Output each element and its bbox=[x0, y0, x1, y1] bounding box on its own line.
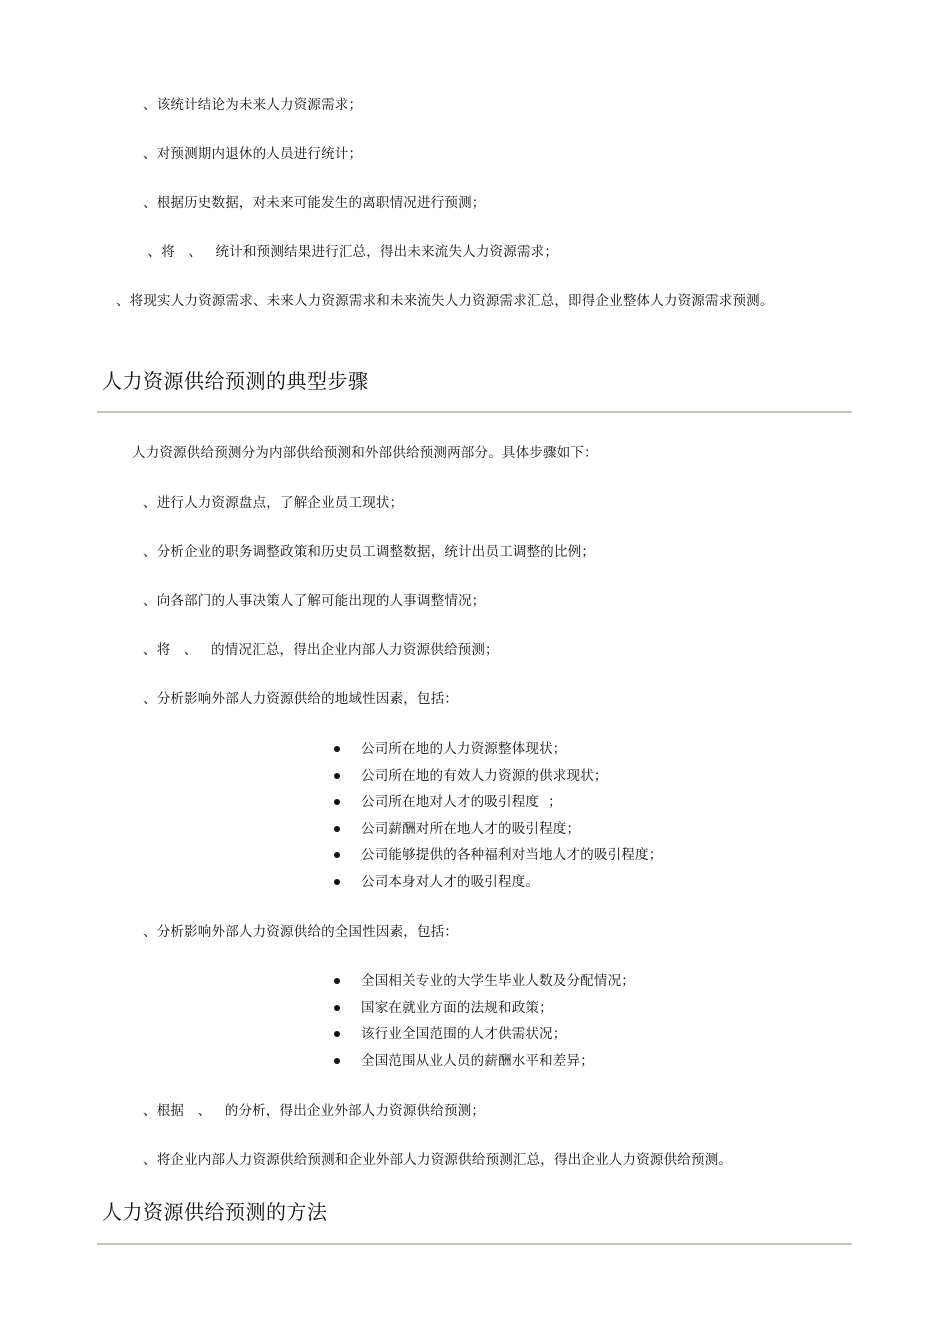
supply-step-1: 、进行人力资源盘点，了解企业员工现状； bbox=[143, 495, 404, 511]
demand-step-1: 、该统计结论为未来人力资源需求； bbox=[143, 97, 363, 113]
demand-step-2: 、对预测期内退休的人员进行统计； bbox=[143, 146, 363, 162]
list-item-text: 全国范围从业人员的薪酬水平和差异； bbox=[361, 1052, 594, 1069]
bullet-icon bbox=[334, 978, 340, 984]
supply-step-5: 、分析影响外部人力资源供给的地域性因素，包括： bbox=[143, 691, 459, 707]
demand-step-4: 、将 、 统计和预测结果进行汇总，得出未来流失人力资源需求； bbox=[143, 244, 559, 260]
list-item-text: 公司所在地的有效人力资源的供求现状； bbox=[361, 767, 608, 784]
bullet-icon bbox=[334, 1058, 340, 1064]
list-item bbox=[330, 736, 662, 763]
supply-step-7: 、根据 、 的分析，得出企业外部人力资源供给预测； bbox=[143, 1103, 486, 1119]
bullet-icon bbox=[334, 773, 340, 779]
list-item bbox=[330, 968, 635, 995]
list-item bbox=[330, 1048, 635, 1075]
section-divider bbox=[97, 1243, 852, 1245]
list-item bbox=[330, 816, 662, 843]
list-item bbox=[330, 869, 662, 896]
national-factors-list bbox=[330, 968, 635, 1074]
list-item-text: 公司本身对人才的吸引程度。 bbox=[361, 873, 540, 890]
supply-step-3: 、向各部门的人事决策人了解可能出现的人事调整情况； bbox=[143, 593, 486, 609]
bullet-icon bbox=[334, 826, 340, 832]
list-item bbox=[330, 789, 662, 816]
section-divider bbox=[97, 411, 852, 413]
list-item-text: 公司所在地的人力资源整体现状； bbox=[361, 741, 567, 757]
list-item-text: 公司所在地对人才的吸引程度 ； bbox=[361, 794, 562, 811]
bullet-icon bbox=[334, 799, 340, 805]
supply-step-8: 、将企业内部人力资源供给预测和企业外部人力资源供给预测汇总，得出企业人力资源供给预测。 bbox=[143, 1152, 733, 1168]
list-item-text: 公司能够提供的各种福利对当地人才的吸引程度； bbox=[361, 847, 663, 864]
list-item-text: 国家在就业方面的法规和政策； bbox=[361, 999, 553, 1016]
list-item bbox=[330, 995, 635, 1022]
bullet-icon bbox=[334, 852, 340, 858]
list-item-text: 全国相关专业的大学生毕业人数及分配情况； bbox=[361, 973, 635, 989]
supply-step-6: 、分析影响外部人力资源供给的全国性因素，包括： bbox=[143, 924, 459, 940]
supply-step-2: 、分析企业的职务调整政策和历史员工调整数据，统计出员工调整的比例； bbox=[143, 544, 596, 560]
regional-factors-list bbox=[330, 736, 662, 896]
demand-step-3: 、根据历史数据，对未来可能发生的离职情况进行预测； bbox=[143, 195, 486, 211]
bullet-icon bbox=[334, 746, 340, 752]
supply-step-4: 、将 、 的情况汇总，得出企业内部人力资源供给预测； bbox=[143, 642, 499, 658]
bullet-icon bbox=[334, 1005, 340, 1011]
section-heading-supply-steps: 人力资源供给预测的典型步骤 bbox=[102, 369, 369, 393]
demand-summary-paragraph: 、将现实人力资源需求、未来人力资源需求和未来流失人力资源需求汇总，即得企业整体人力资源需求预测。 bbox=[89, 293, 774, 309]
list-item bbox=[330, 842, 662, 869]
list-item bbox=[330, 763, 662, 790]
bullet-icon bbox=[334, 879, 340, 885]
section-heading-supply-methods: 人力资源供给预测的方法 bbox=[102, 1200, 328, 1224]
supply-intro-paragraph: 人力资源供给预测分为内部供给预测和外部供给预测两部分。具体步骤如下： bbox=[132, 445, 598, 461]
list-item bbox=[330, 1021, 635, 1048]
list-item-text: 该行业全国范围的人才供需状况； bbox=[361, 1026, 567, 1043]
list-item-text: 公司薪酬对所在地人才的吸引程度； bbox=[361, 820, 581, 837]
bullet-icon bbox=[334, 1031, 340, 1037]
